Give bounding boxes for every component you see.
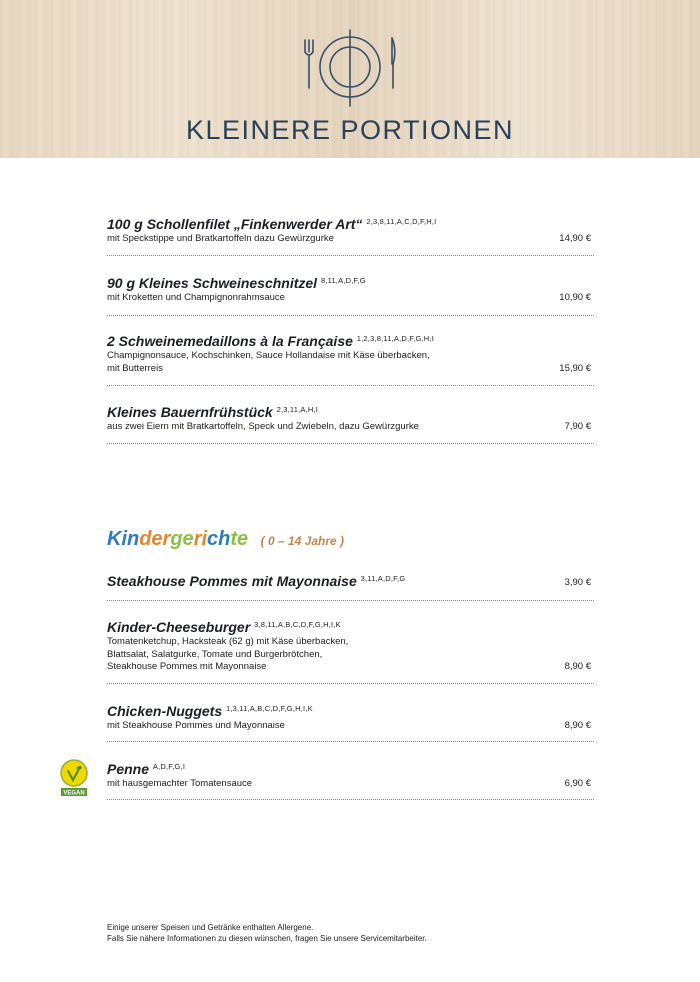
menu-item <box>107 573 593 589</box>
menu-item <box>107 703 593 733</box>
allergen-codes: A,D,F,G,I <box>152 762 186 771</box>
dish-price: 10,90 € <box>559 292 591 303</box>
dish-price: 8,90 € <box>564 661 591 672</box>
dish-name: Kleines Bauernfrühstück <box>107 404 273 420</box>
dish-description: mit Butterreis <box>107 362 163 374</box>
divider <box>107 799 594 800</box>
menu-item <box>107 404 593 434</box>
divider <box>107 741 594 742</box>
vegan-badge-label: VEGAN <box>63 790 85 797</box>
kids-title-part: Kin <box>107 528 140 550</box>
dish-description: mit Speckstippe und Bratkartoffeln dazu Gewürzgurke <box>107 233 334 244</box>
allergen-codes: 1,3,11,A,B,C,D,F,G,H,I,K <box>226 704 313 713</box>
kids-title-part: ge <box>170 528 194 550</box>
divider <box>107 255 594 256</box>
kids-title-part: ri <box>193 528 208 550</box>
dish-description: mit Steakhouse Pommes und Mayonnaise <box>107 720 285 731</box>
dish-price: 7,90 € <box>564 421 591 432</box>
vegan-badge-icon <box>60 759 88 797</box>
dish-price: 8,90 € <box>564 720 591 731</box>
allergen-codes: 2,3,11,A,H,I <box>276 405 319 414</box>
divider <box>107 443 594 444</box>
allergen-codes: 8,11,A,D,F,G <box>320 276 366 285</box>
kids-title-part: der <box>139 528 171 550</box>
footer-line: Einige unserer Speisen und Getränke enthalten Allergene. <box>107 923 314 932</box>
menu-item <box>107 333 593 375</box>
kids-section-title <box>107 528 344 551</box>
dish-name: 90 g Kleines Schweineschnitzel <box>107 275 318 291</box>
dish-description: mit Kroketten und Champignonrahmsauce <box>107 292 285 303</box>
dish-name: Steakhouse Pommes mit Mayonnaise <box>107 573 357 589</box>
dish-name: Penne <box>107 761 150 777</box>
page-title: KLEINERE PORTIONEN <box>185 115 515 145</box>
menu-item <box>107 216 593 246</box>
dish-name: Kinder-Cheeseburger <box>107 619 251 635</box>
dish-price: 14,90 € <box>559 233 591 244</box>
allergen-codes: 3,11,A,D,F,G <box>360 574 406 583</box>
divider <box>107 683 594 684</box>
dish-description: Steakhouse Pommes mit Mayonnaise <box>107 661 267 672</box>
allergen-codes: 3,8,11,A,B,C,D,F,G,H,I,K <box>254 620 341 629</box>
dish-description: Blattsalat, Salatgurke, Tomate und Burgerbrötchen, <box>107 648 323 660</box>
dish-name: 100 g Schollenfilet „Finkenwerder Art“ <box>107 216 363 232</box>
dish-description: mit hausgemachter Tomatensauce <box>107 778 253 789</box>
allergen-codes: 1,2,3,8,11,A,D,F,G,H,I <box>356 334 434 343</box>
dish-description: Champignonsauce, Kochschinken, Sauce Hollandaise mit Käse überbacken, <box>107 350 430 361</box>
kids-title-part: ch <box>207 528 231 550</box>
dish-name: 2 Schweinemedaillons à la Française <box>107 333 353 349</box>
dish-description: aus zwei Eiern mit Bratkartoffeln, Speck und Zwiebeln, dazu Gewürzgurke <box>107 421 419 432</box>
header-banner <box>0 0 700 158</box>
menu-item <box>107 619 593 674</box>
allergen-codes: 2,3,8,11,A,C,D,F,H,I <box>366 217 437 226</box>
cutlery-plate-icon <box>300 26 400 108</box>
age-range: ( 0 – 14 Jahre ) <box>260 534 345 548</box>
divider <box>107 315 594 316</box>
divider <box>107 600 594 601</box>
kids-title-part: te <box>230 528 249 550</box>
dish-name: Chicken-Nuggets <box>107 703 223 719</box>
menu-item <box>107 761 593 791</box>
dish-price: 3,90 € <box>564 577 591 588</box>
divider <box>107 385 594 386</box>
menu-item <box>107 275 593 305</box>
footer-line: Falls Sie nähere Informationen zu diesen wünschen, fragen Sie unsere Servicemitarbeiter. <box>107 934 427 943</box>
dish-description: Tomatenketchup, Hacksteak (62 g) mit Käse überbacken, <box>107 636 349 647</box>
dish-price: 6,90 € <box>564 778 591 789</box>
dish-price: 15,90 € <box>559 363 591 374</box>
allergen-footer-note <box>107 922 427 944</box>
